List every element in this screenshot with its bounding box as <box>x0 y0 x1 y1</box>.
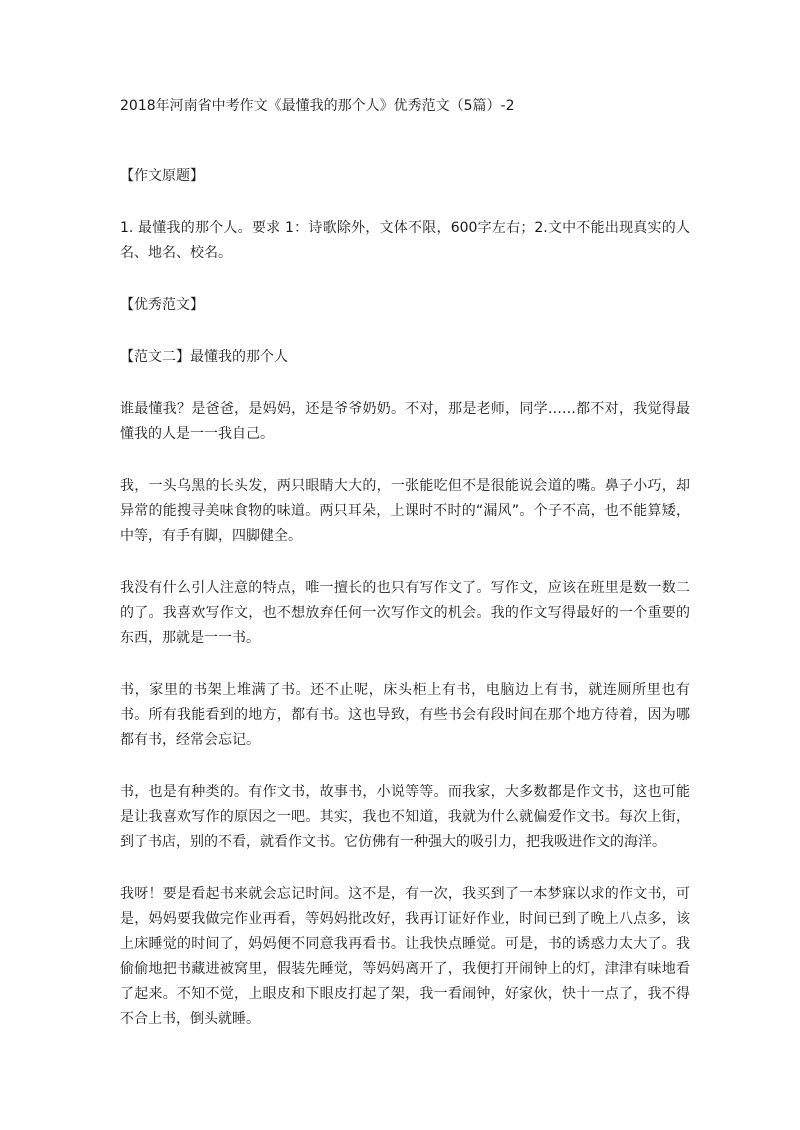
essay-paragraph-4: 书，家里的书架上堆满了书。还不止呢，床头柜上有书，电脑边上有书，就连厕所里也有书。所有我能看到的地方，都有书。这也导致，有些书会有段时间在那个地方待着，因为哪都有书，经常会忘记。 <box>120 682 690 748</box>
essay-paragraph-2: 我，一头乌黑的长头发，两只眼睛大大的，一张能吃但不是很能说会道的嘴。鼻子小巧，却异常的能搜寻美味食物的味道。两只耳朵，上课时不时的“漏风”。个子不高，也不能算矮，中等，有手有脚，四脚健全。 <box>120 478 690 544</box>
section-heading-model-essays: 【优秀范文】 <box>120 297 204 313</box>
essay-paragraph-1: 谁最懂我？是爸爸，是妈妈，还是爷爷奶奶。不对，那是老师，同学……都不对，我觉得最懂我的人是一一我自己。 <box>120 401 690 442</box>
prompt-requirements: 1. 最懂我的那个人。要求 1：诗歌除外，文体不限，600字左右；2.文中不能出现真实的人名、地名、校名。 <box>120 220 690 261</box>
section-heading-original-prompt: 【作文原题】 <box>120 168 204 184</box>
essay-paragraph-6: 我呀！要是看起书来就会忘记时间。这不是，有一次，我买到了一本梦寐以求的作文书，可是，妈妈要我做完作业再看，等妈妈批改好，我再订证好作业，时间已到了晚上八点多，该上床睡觉的时间了，妈妈便不同意我再看书。让我快点睡觉。可是，书的诱惑力太大了。我偷偷地把书藏进被窝里，假装先睡觉，等妈妈离开了，我便打开闹钟上的灯，津津有味地看了起来。不知不觉，上眼皮和下眼皮打起了架，我一看闹钟，好家伙，快十一点了，我不得不合上书，倒头就睡。 <box>120 886 690 1027</box>
essay-paragraph-5: 书，也是有种类的。有作文书，故事书，小说等等。而我家，大多数都是作文书，这也可能是让我喜欢写作的原因之一吧。其实，我也不知道，我就为什么就偏爱作文书。每次上街，到了书店，别的不看，就看作文书。它仿佛有一种强大的吸引力，把我吸进作文的海洋。 <box>120 784 690 850</box>
essay-paragraph-3: 我没有什么引人注意的特点，唯一擅长的也只有写作文了。写作文，应该在班里是数一数二的了。我喜欢写作文，也不想放弃任何一次写作文的机会。我的作文写得最好的一个重要的东西，那就是一一书。 <box>120 580 690 646</box>
essay-title: 【范文二】最懂我的那个人 <box>120 349 288 365</box>
document-title: 2018年河南省中考作文《最懂我的那个人》优秀范文（5篇）-2 <box>120 98 515 114</box>
document-body <box>120 94 690 1059</box>
